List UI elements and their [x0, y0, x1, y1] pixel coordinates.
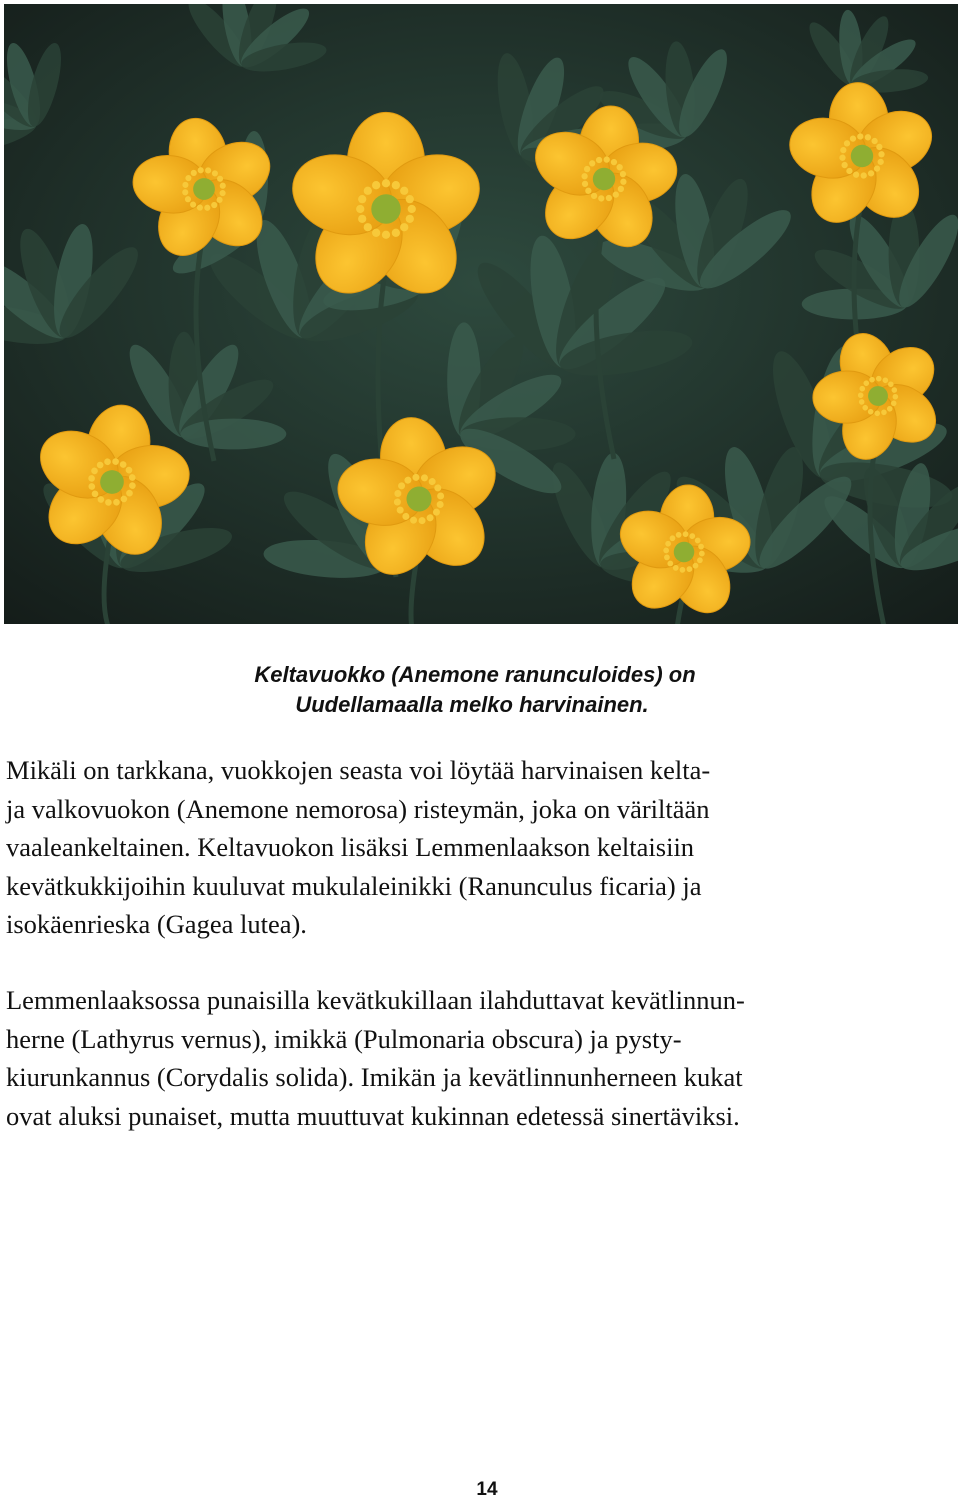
paragraph-line: Mikäli on tarkkana, vuokkojen seasta voi löytää harvinaisen kelta- [6, 755, 711, 785]
paragraph-line: herne (Lathyrus vernus), imikkä (Pulmonaria obscura) ja pysty- [6, 1023, 682, 1054]
paragraph-line: kiurunkannus (Corydalis solida). Imikän ja kevätlinnunherneen kukat [6, 1062, 743, 1092]
paragraph-line: isokäenrieska (Gagea lutea). [6, 909, 307, 939]
photo-caption [0, 660, 960, 720]
paragraph-line: kevätkukkijoihin kuuluvat mukulaleinikki (Ranunculus ficaria) ja [6, 870, 702, 901]
paragraph-line: ovat aluksi punaiset, mutta muuttuvat kukinnan edetessä sinertäviksi. [6, 1100, 740, 1131]
anemone-flowers-image [4, 4, 958, 624]
paragraph-1 [6, 751, 946, 944]
page-number: 14 [476, 1479, 498, 1500]
caption-line-2: Uudellamaalla melko harvinainen. [295, 692, 649, 717]
paragraph-line: vaaleankeltainen. Keltavuokon lisäksi Lemmenlaakson keltaisiin [6, 832, 695, 862]
paragraph-line: ja valkovuokon (Anemone nemorosa) risteymän, joka on väriltään [6, 793, 710, 824]
flower-photo [4, 4, 958, 624]
caption-line-1: Keltavuokko (Anemone ranunculoides) on [254, 662, 696, 687]
paragraph-2 [6, 981, 946, 1135]
paragraph-line: Lemmenlaaksossa punaisilla kevätkukillaan ilahduttavat kevätlinnun- [6, 985, 745, 1015]
